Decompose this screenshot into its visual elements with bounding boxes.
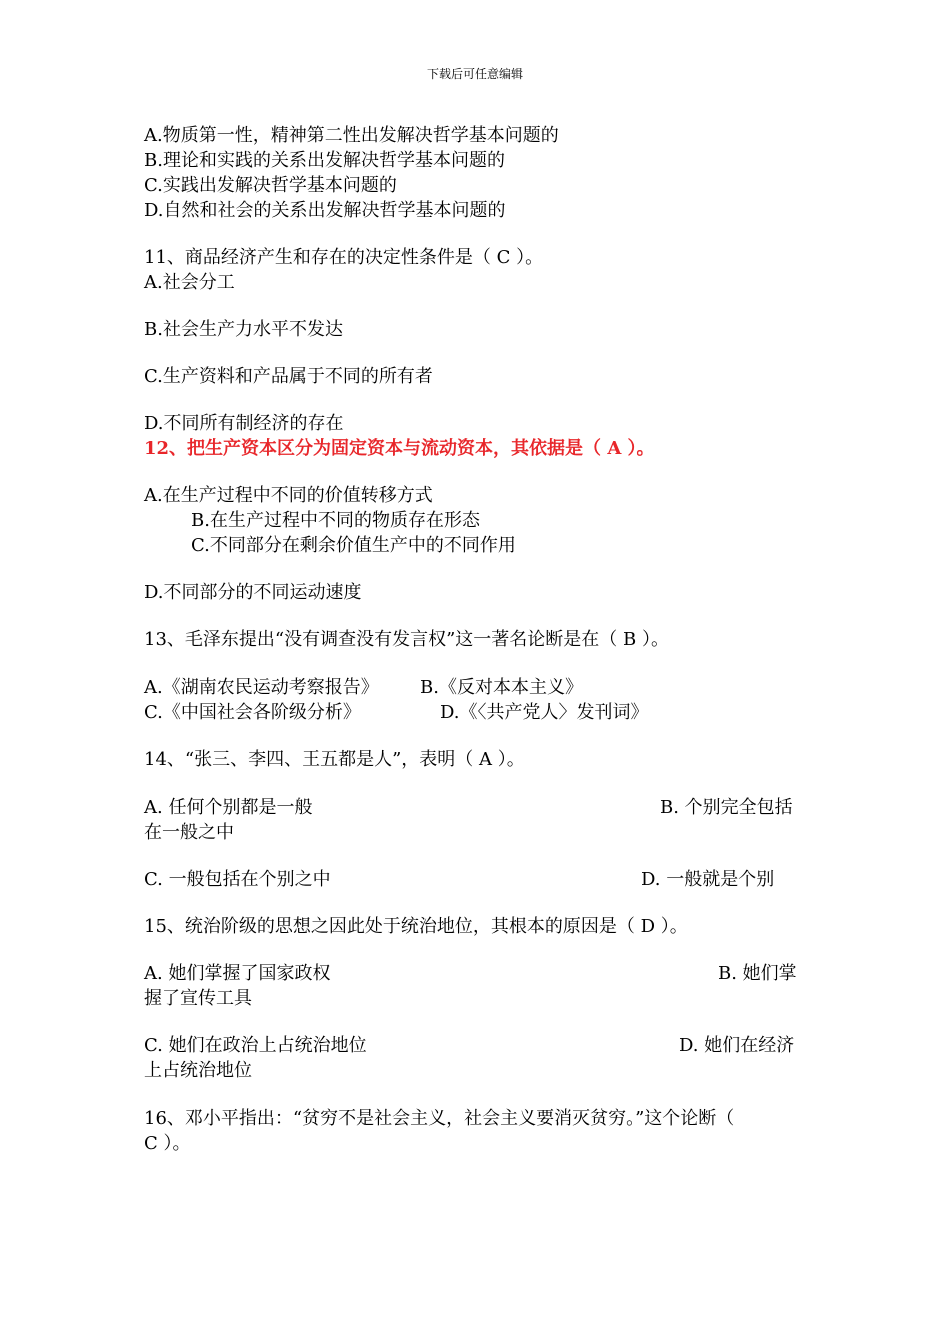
q14-option-a: A. 任何个别都是一般 xyxy=(144,797,313,818)
q14-option-c: C. 一般包括在个别之中 xyxy=(144,869,331,890)
q14-option-b-continued: 在一般之中 xyxy=(144,822,234,843)
q15-option-c: C. 她们在政治上占统治地位 xyxy=(144,1035,367,1056)
q14-option-d: D. 一般就是个别 xyxy=(641,869,775,890)
q11-option-b: B.社会生产力水平不发达 xyxy=(144,319,343,340)
q14-question: 14、“张三、李四、王五都是人”，表明（ A ）。 xyxy=(144,749,525,770)
q12-option-d: D.不同部分的不同运动速度 xyxy=(144,582,362,603)
q12-question: 12、把生产资本区分为固定资本与流动资本，其依据是（ A ）。 xyxy=(144,438,655,459)
q10-option-c: C.实践出发解决哲学基本问题的 xyxy=(144,175,397,196)
page-header: 下载后可任意编辑 xyxy=(426,67,523,81)
q13-option-d: D.《〈共产党人〉发刊词》 xyxy=(440,702,649,723)
q16-answer: C ）。 xyxy=(144,1133,191,1154)
q12-option-c: C.不同部分在剩余价值生产中的不同作用 xyxy=(191,535,516,556)
q12-option-b: B.在生产过程中不同的物质存在形态 xyxy=(191,510,480,531)
q10-option-d: D.自然和社会的关系出发解决哲学基本问题的 xyxy=(144,200,506,221)
q13-question: 13、毛泽东提出“没有调查没有发言权”这一著名论断是在（ B ）。 xyxy=(144,629,669,650)
q12-option-a: A.在生产过程中不同的价值转移方式 xyxy=(144,485,433,506)
q13-option-a: A.《湖南农民运动考察报告》 xyxy=(144,677,379,698)
q15-option-a: A. 她们掌握了国家政权 xyxy=(144,963,331,984)
q15-option-b: B. 她们掌 xyxy=(718,963,797,984)
q13-option-b: B.《反对本本主义》 xyxy=(420,677,583,698)
q11-question: 11、商品经济产生和存在的决定性条件是（ C ）。 xyxy=(144,247,544,268)
q15-option-d: D. 她们在经济 xyxy=(679,1035,795,1056)
q15-option-d-continued: 上占统治地位 xyxy=(144,1060,252,1081)
q11-option-a: A.社会分工 xyxy=(144,272,235,293)
q15-question: 15、统治阶级的思想之因此处于统治地位，其根本的原因是（ D ）。 xyxy=(144,916,688,937)
q16-question: 16、邓小平指出：“贫穷不是社会主义，社会主义要消灭贫穷。”这个论断（ xyxy=(144,1108,735,1129)
q14-option-b: B. 个别完全包括 xyxy=(660,797,793,818)
q15-option-b-continued: 握了宣传工具 xyxy=(144,988,252,1009)
q13-option-c: C.《中国社会各阶级分析》 xyxy=(144,702,361,723)
q10-option-a: A.物质第一性，精神第二性出发解决哲学基本问题的 xyxy=(144,125,559,146)
q11-option-c: C.生产资料和产品属于不同的所有者 xyxy=(144,366,433,387)
q11-option-d: D.不同所有制经济的存在 xyxy=(144,413,344,434)
q10-option-b: B.理论和实践的关系出发解决哲学基本问题的 xyxy=(144,150,505,171)
